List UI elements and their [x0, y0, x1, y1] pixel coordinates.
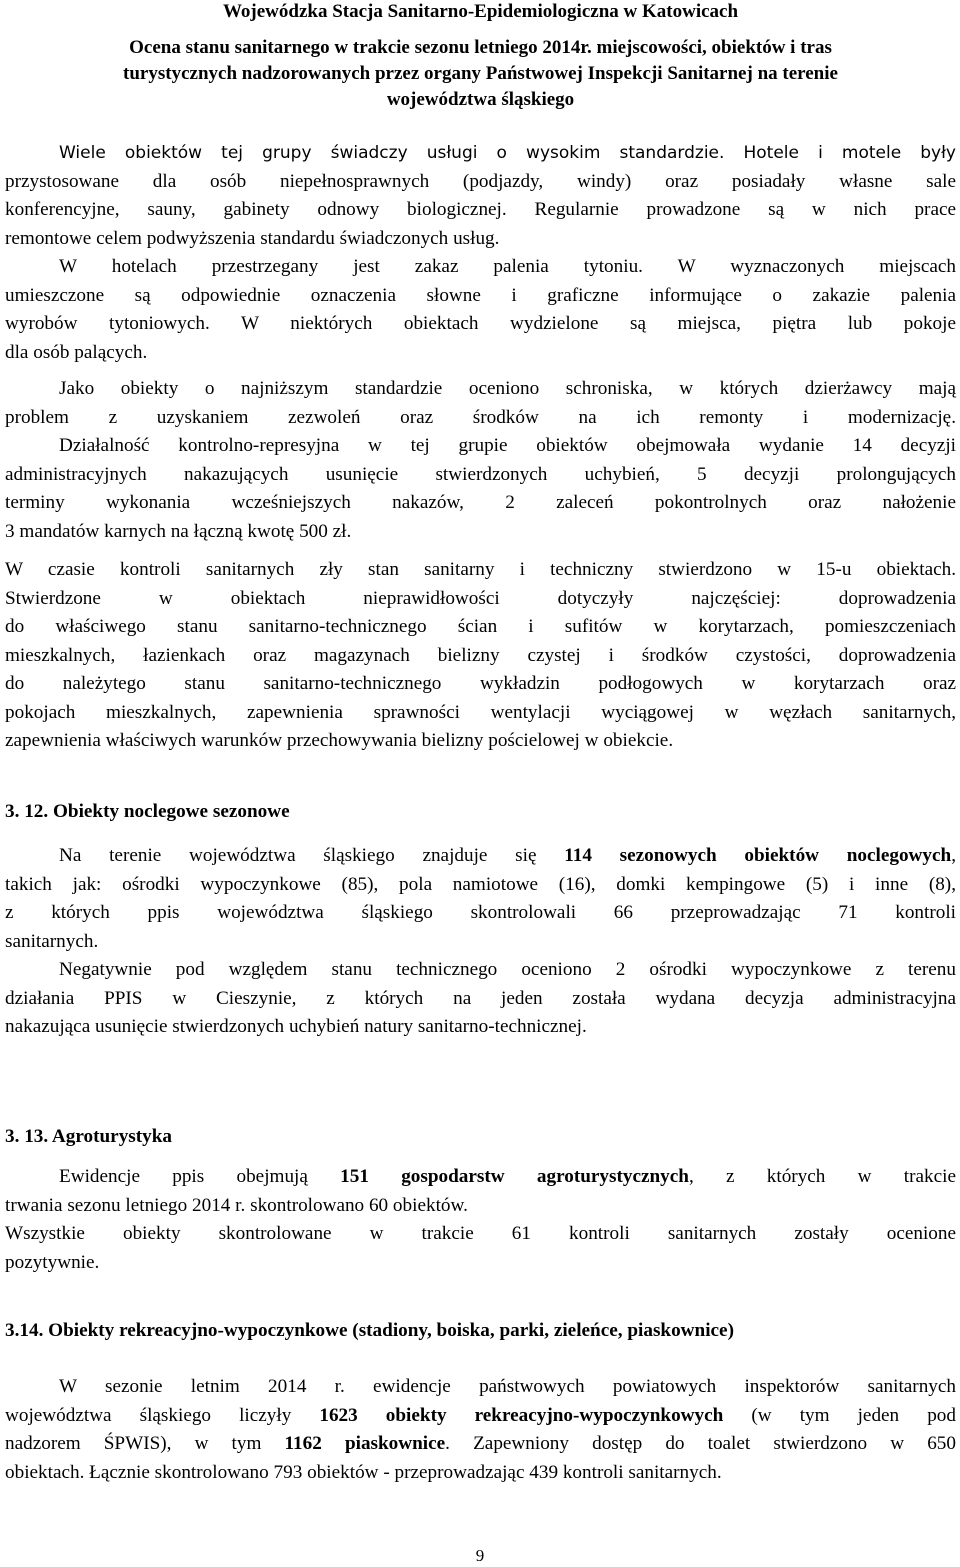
- section-3-13-body: [5, 1163, 956, 1277]
- paragraph-line: umieszczone są odpowiednie oznaczenia słowne i graficzne informujące o zakazie palenia: [5, 284, 956, 306]
- paragraph-line: zapewnienia właściwych warunków przechowywania bielizny pościelowej w obiekcie.: [5, 730, 674, 751]
- paragraph-line: Na terenie województwa śląskiego znajduje się 114 sezonowych obiektów noclegowych,: [59, 845, 956, 866]
- report-title-line-2: turystycznych nadzorowanych przez organy Państwowej Inspekcji Sanitarnej na terenie: [123, 63, 838, 84]
- section-3-14-heading: 3.14. Obiekty rekreacyjno-wypoczynkowe (stadiony, boiska, parki, zieleńce, piaskownice): [5, 1320, 734, 1341]
- paragraph-line: działania PPIS w Cieszynie, z których na jeden została wydana decyzja administracyjna: [5, 987, 956, 1009]
- paragraph-line: przystosowane dla osób niepełnosprawnych (podjazdy, windy) oraz posiadały własne sale: [5, 170, 956, 192]
- paragraph-line: wyrobów tytoniowych. W niektórych obiektach wydzielone są miejsca, piętra lub pokoje: [5, 313, 956, 334]
- institution-name: Wojewódzka Stacja Sanitarno-Epidemiologiczna w Katowicach: [222, 1, 739, 22]
- paragraph-line: pozytywnie.: [5, 1251, 100, 1273]
- findings-paragraph: [5, 556, 956, 756]
- paragraph-line: nadzorem ŚPWIS), w tym 1162 piaskownice. Zapewniony dostęp do toalet stwierdzono w 650: [5, 1433, 956, 1454]
- paragraph-line: terminy wykonania wcześniejszych nakazów, 2 zaleceń pokontrolnych oraz nałożenie: [5, 492, 956, 513]
- document-header: [5, 0, 956, 113]
- report-title-line-3: województwa śląskiego: [386, 89, 575, 110]
- paragraph-line: W hotelach przestrzegany jest zakaz palenia tytoniu. W wyznaczonych miejscach: [59, 256, 956, 277]
- paragraph-line: z których ppis województwa śląskiego skontrolowali 66 przeprowadzając 71 kontroli: [5, 902, 956, 923]
- section-3-12-body: [5, 842, 956, 1042]
- paragraph-line: administracyjnych nakazujących usunięcie stwierdzonych uchybień, 5 decyzji prolongujących: [5, 463, 956, 485]
- paragraph-line: Działalność kontrolno-represyjna w tej grupie obiektów obejmowała wydanie 14 decyzji: [59, 435, 956, 456]
- section-3-14-body: [5, 1373, 956, 1487]
- paragraph-line: Negatywnie pod względem stanu technicznego oceniono 2 ośrodki wypoczynkowe z terenu: [59, 959, 956, 980]
- paragraph-line: Wiele obiektów tej grupy świadczy usługi o wysokim standardzie. Hotele i motele były: [59, 143, 956, 163]
- report-title-line-1: Ocena stanu sanitarnego w trakcie sezonu letniego 2014r. miejscowości, obiektów i tras: [129, 37, 832, 58]
- shelters-paragraph: [5, 375, 956, 546]
- section-3-12-heading: 3. 12. Obiekty noclegowe sezonowe: [5, 801, 290, 822]
- paragraph-line: pokojach mieszkalnych, zapewnienia sprawności wentylacji wyciągowej w węzłach sanitarnych,: [5, 701, 956, 723]
- paragraph-line: do właściwego stanu sanitarno-technicznego ścian i sufitów w korytarzach, pomieszczeniach: [5, 616, 956, 637]
- paragraph-line: mieszkalnych, łazienkach oraz magazynach bielizny czystej i środków czystości, doprowadzenia: [5, 644, 956, 666]
- hotels-paragraph: [5, 139, 956, 367]
- section-3-13-heading: 3. 13. Agroturystyka: [5, 1126, 173, 1147]
- paragraph-line: dla osób palących.: [5, 341, 148, 363]
- paragraph-line: sanitarnych.: [5, 930, 99, 952]
- paragraph-line: Stwierdzone w obiektach nieprawidłowości dotyczyły najczęściej: doprowadzenia: [5, 587, 956, 609]
- paragraph-line: Wszystkie obiekty skontrolowane w trakcie 61 kontroli sanitarnych zostały ocenione: [5, 1223, 956, 1244]
- paragraph-line: problem z uzyskaniem zezwoleń oraz środków na ich remonty i modernizację.: [5, 406, 956, 428]
- page-number: 9: [475, 1546, 485, 1565]
- paragraph-line: województwa śląskiego liczyły 1623 obiekty rekreacyjno-wypoczynkowych (w tym jeden pod: [5, 1404, 956, 1426]
- paragraph-line: Jako obiekty o najniższym standardzie oceniono schroniska, w których dzierżawcy mają: [59, 378, 956, 399]
- paragraph-line: W czasie kontroli sanitarnych zły stan sanitarny i techniczny stwierdzono w 15-u obiektach.: [5, 559, 956, 580]
- paragraph-line: Ewidencje ppis obejmują 151 gospodarstw agroturystycznych, z których w trakcie: [59, 1166, 956, 1187]
- paragraph-line: nakazująca usunięcie stwierdzonych uchybień natury sanitarno-technicznej.: [5, 1016, 587, 1037]
- paragraph-line: remontowe celem podwyższenia standardu świadczonych usług.: [5, 227, 500, 249]
- paragraph-line: do należytego stanu sanitarno-technicznego wykładzin podłogowych w korytarzach oraz: [5, 673, 956, 694]
- paragraph-line: 3 mandatów karnych na łączną kwotę 500 zł.: [5, 520, 352, 542]
- paragraph-line: obiektach. Łącznie skontrolowano 793 obiektów - przeprowadzając 439 kontroli sanitarnych.: [5, 1461, 722, 1483]
- paragraph-line: konferencyjne, sauny, gabinety odnowy biologicznej. Regularnie prowadzone są w nich prace: [5, 199, 956, 220]
- paragraph-line: takich jak: ośrodki wypoczynkowe (85), pola namiotowe (16), domki kempingowe (5) i inne (8),: [5, 873, 956, 895]
- paragraph-line: trwania sezonu letniego 2014 r. skontrolowano 60 obiektów.: [5, 1194, 468, 1216]
- paragraph-line: W sezonie letnim 2014 r. ewidencje państwowych powiatowych inspektorów sanitarnych: [59, 1376, 956, 1397]
